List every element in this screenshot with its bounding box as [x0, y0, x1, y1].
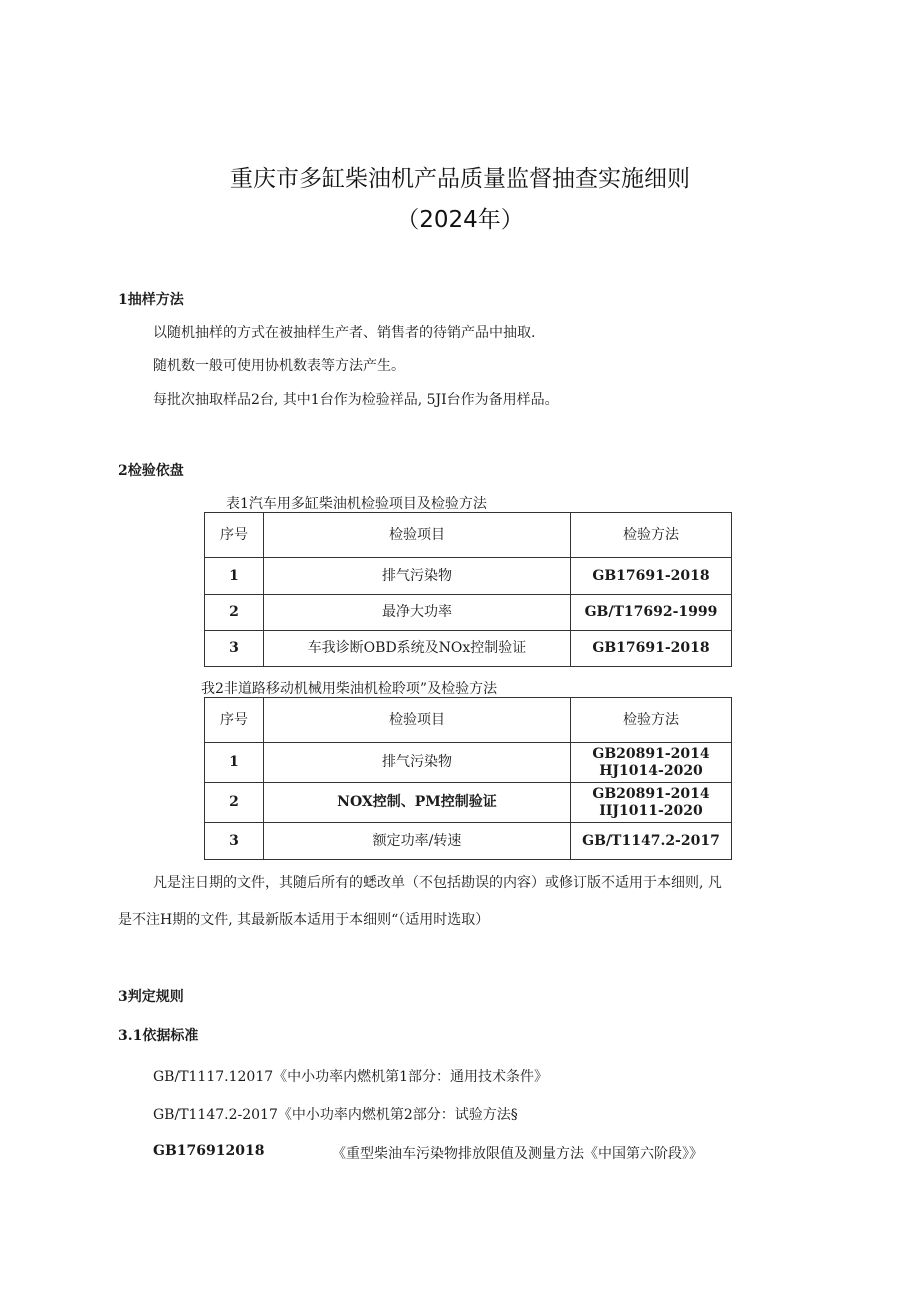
table-row — [205, 823, 732, 860]
row-number: 3 — [205, 631, 264, 667]
method-line: GB20891-2014 — [592, 785, 710, 802]
table-1 — [204, 512, 732, 667]
section-3-1-heading: 3.1依据标准 — [118, 1028, 199, 1044]
table-1-caption: 表1汽车用多缸柴油机检验项目及检验方法 — [226, 496, 487, 512]
method-line: GB20891-2014 — [592, 745, 710, 762]
method-line: IIJ1011-2020 — [599, 802, 703, 819]
table-row — [205, 743, 732, 783]
method-cell: GB/T17692-1999 — [571, 595, 732, 631]
item-cell: 排气污染物 — [264, 558, 571, 595]
document-title: 重庆市多缸柴油机产品质量监督抽查实施细则 — [230, 166, 690, 192]
standard-reference: GB/T1147.2-2017《中小功率内燃机第2部分：试验方法§ — [153, 1107, 518, 1123]
method-line: HJ1014-2020 — [599, 762, 703, 779]
table-row — [205, 631, 732, 667]
table-header-row — [205, 513, 732, 558]
method-cell: GB17691-2018 — [571, 631, 732, 667]
item-cell: NOX控制、PM控制验证 — [264, 783, 571, 823]
section-1-heading: 1抽样方法 — [118, 292, 184, 308]
note-paragraph: 是不注H期的文件, 其最新版本适用于本细则“（适用时选取） — [118, 912, 490, 928]
section-1-paragraph: 随机数一般可使用协机数表等方法产生。 — [153, 358, 405, 374]
row-number: 3 — [205, 823, 264, 860]
table-row — [205, 595, 732, 631]
section-1-paragraph: 每批次抽取样品2台, 其中1台作为检验祥品, 5JI台作为备用样品。 — [153, 392, 559, 408]
table-row — [205, 558, 732, 595]
item-cell: 车我诊断OBD系统及NOx控制验证 — [264, 631, 571, 667]
method-cell: GB/T1147.2-2017 — [571, 823, 732, 860]
header-cell: 序号 — [205, 513, 264, 558]
row-number: 2 — [205, 783, 264, 823]
section-1-paragraph: 以随机抽样的方式在被抽样生产者、销售者的待销产品中抽取. — [153, 325, 536, 341]
method-cell — [571, 743, 732, 783]
document-year: （2024年） — [396, 207, 524, 233]
method-cell — [571, 783, 732, 823]
header-cell: 检验项目 — [264, 513, 571, 558]
method-cell: GB17691-2018 — [571, 558, 732, 595]
table-row — [205, 783, 732, 823]
header-cell: 检验方法 — [571, 698, 732, 743]
item-cell: 最净大功率 — [264, 595, 571, 631]
note-paragraph: 凡是注日期的文件，其随后所有的蟋改单（不包括勘误的内容）或修订版不适用于本细则, 凡 — [153, 875, 722, 891]
header-cell: 检验方法 — [571, 513, 732, 558]
table-header-row — [205, 698, 732, 743]
row-number: 1 — [205, 558, 264, 595]
row-number: 1 — [205, 743, 264, 783]
item-cell: 排气污染物 — [264, 743, 571, 783]
section-2-heading: 2检验依盘 — [118, 463, 184, 479]
header-cell: 检验项目 — [264, 698, 571, 743]
standard-title: 《重型柴油车污染物排放限值及测量方法《中国第六阶段》》 — [332, 1146, 703, 1162]
row-number: 2 — [205, 595, 264, 631]
standard-code: GB176912018 — [153, 1143, 265, 1159]
table-2 — [204, 697, 732, 860]
section-3-heading: 3判定规则 — [118, 989, 184, 1005]
header-cell: 序号 — [205, 698, 264, 743]
table-2-caption: 我2非道路移动机械用柴油机检聆项”及检验方法 — [201, 681, 498, 697]
standard-reference: GB/T1117.12017《中小功率内燃机第1部分：通用技术条件》 — [153, 1069, 549, 1085]
item-cell: 额定功率/转速 — [264, 823, 571, 860]
